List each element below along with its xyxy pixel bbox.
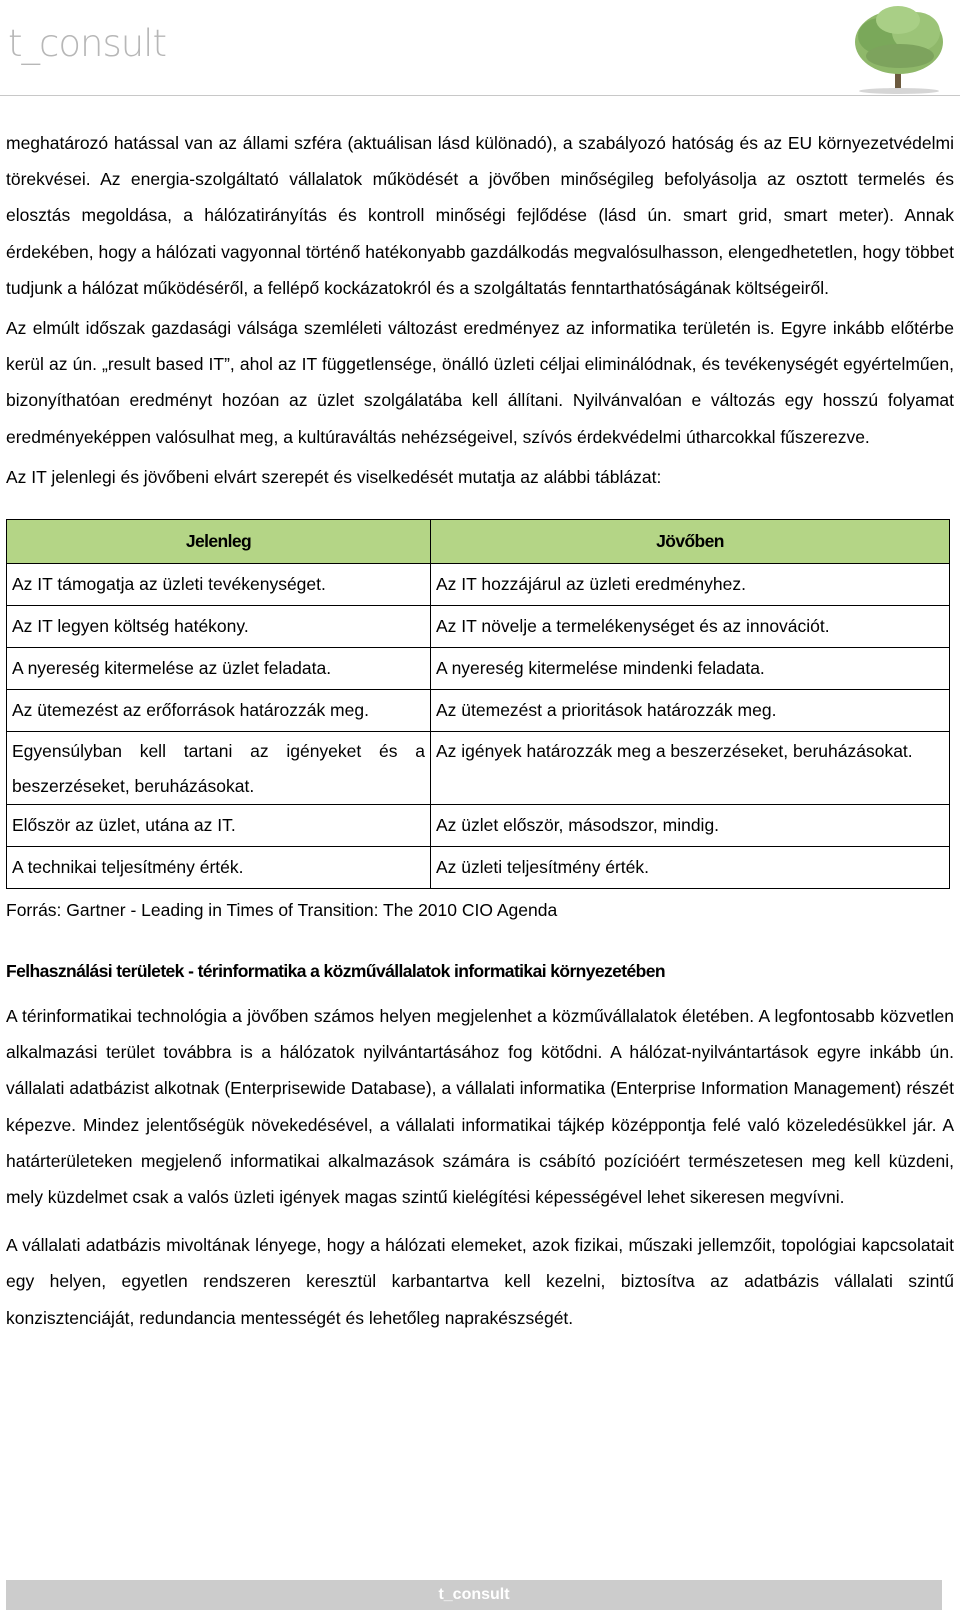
table-cell: Az üzleti teljesítmény érték. bbox=[431, 847, 950, 889]
table-row bbox=[7, 564, 950, 606]
table-row bbox=[7, 690, 950, 732]
tree-icon bbox=[840, 2, 958, 94]
table-cell: Egyensúlyban kell tartani az igényeket és a beszerzéseket, beruházásokat. bbox=[7, 732, 431, 805]
table-cell: A technikai teljesítmény érték. bbox=[7, 847, 431, 889]
table-cell: A nyereség kitermelése az üzlet feladata. bbox=[7, 648, 431, 690]
table-cell: Az ütemezést az erőforrások határozzák meg. bbox=[7, 690, 431, 732]
table-source-note: Forrás: Gartner - Leading in Times of Transition: The 2010 CIO Agenda bbox=[6, 900, 558, 921]
document-body bbox=[6, 125, 954, 1336]
table-row bbox=[7, 847, 950, 889]
table-cell: Az IT támogatja az üzleti tevékenységet. bbox=[7, 564, 431, 606]
table-row bbox=[7, 648, 950, 690]
section-heading: Felhasználási területek - térinformatika a közművállalatok informatikai környezetében bbox=[6, 961, 665, 982]
enterprise-db-paragraph: A vállalati adatbázis mivoltának lényege, hogy a hálózati elemeket, azok fizikai, műszaki jellemzőit, topológiai kapcsolatait egy helyen, egyetlen rendszeren keresztül karbantartva kell kezelni, biztosítva az adatbázis vállalati szintű konzisztenciáját, redundancia mentességét és lehetőleg naprakészségét. bbox=[6, 1235, 954, 1328]
gis-paragraph: A térinformatikai technológia a jövőben számos helyen megjelenhet a közművállalatok életében. A legfontosabb közvetlen alkalmazási terület továbbra is a hálózatok nyilvántartásához fog kötődni. A hálózat-nyilvántartások egyre inkább ún. vállalati adatbázist alkotnak (Enterprisewide Database), a vállalati informatika (Enterprise Information Management) részét képezve. Mindez jelentőségük növekedésével, a vállalati informatikai tájkép középpontja felé való közeledésükkel jár. A határterületeken megjelenő informatikai alkalmazások számára is csábító pozícióért természetesen meg kell küzdeni, mely küzdelmet csak a valós üzleti igények magas szintű kielégítési képességével lehet sikeresen megvívni. bbox=[6, 1006, 954, 1208]
table-row bbox=[7, 732, 950, 805]
table-header-current: Jelenleg bbox=[7, 520, 431, 564]
intro-paragraph: meghatározó hatással van az állami szféra (aktuálisan lásd különadó), a szabályozó hatóság és az EU környezetvédelmi törekvései. Az energia-szolgáltató vállalatok működését a jövőben minőségileg befolyásolja az osztott termelés és elosztás megoldása, a hálózatirányítás és kontroll minőségi fejlődése (lásd ún. smart grid, smart meter). Annak érdekében, hogy a hálózati vagyonnal történő hatékonyabb gazdálkodás megvalósulhasson, elengedhetetlen, hogy többet tudjunk a hálózat működéséről, a fellépő kockázatokról és a szolgáltatás fenntarthatóságának költségeiről. bbox=[6, 133, 954, 298]
header-divider bbox=[0, 95, 960, 96]
table-cell: Az IT hozzájárul az üzleti eredményhez. bbox=[431, 564, 950, 606]
page-footer: t_consult bbox=[6, 1580, 942, 1610]
table-header-future: Jövőben bbox=[431, 520, 950, 564]
table-row bbox=[7, 606, 950, 648]
page-header bbox=[0, 0, 960, 96]
table-cell: Először az üzlet, utána az IT. bbox=[7, 805, 431, 847]
crisis-paragraph: Az elmúlt időszak gazdasági válsága szemléleti változást eredményez az informatika területén is. Egyre inkább előtérbe kerül az ún. „result based IT”, ahol az IT függetlensége, önálló üzleti céljai eliminálódnak, és tevékenységét egyértelműen, bizonyíthatóan eredményt hozóan az üzlet szolgálatába kell állítani. Nyilvánvalóan e változás egy hosszú folyamat eredményeképpen valósulhat meg, a kultúraváltás nehézségeivel, szívós érdekvédelmi útharcokkal fűszerezve. bbox=[6, 318, 954, 447]
table-cell: Az ütemezést a prioritások határozzák meg. bbox=[431, 690, 950, 732]
table-cell: Az IT legyen költség hatékony. bbox=[7, 606, 431, 648]
comparison-table bbox=[6, 519, 950, 889]
table-cell: Az IT növelje a termelékenységet és az innovációt. bbox=[431, 606, 950, 648]
table-cell: Az üzlet először, másodszor, mindig. bbox=[431, 805, 950, 847]
logo: t_consult bbox=[8, 22, 166, 65]
table-row bbox=[7, 805, 950, 847]
table-cell: A nyereség kitermelése mindenki feladata. bbox=[431, 648, 950, 690]
table-cell: Az igények határozzák meg a beszerzéseket, beruházásokat. bbox=[431, 732, 950, 805]
table-intro-paragraph: Az IT jelenlegi és jövőbeni elvárt szerepét és viselkedését mutatja az alábbi táblázat: bbox=[6, 466, 662, 487]
